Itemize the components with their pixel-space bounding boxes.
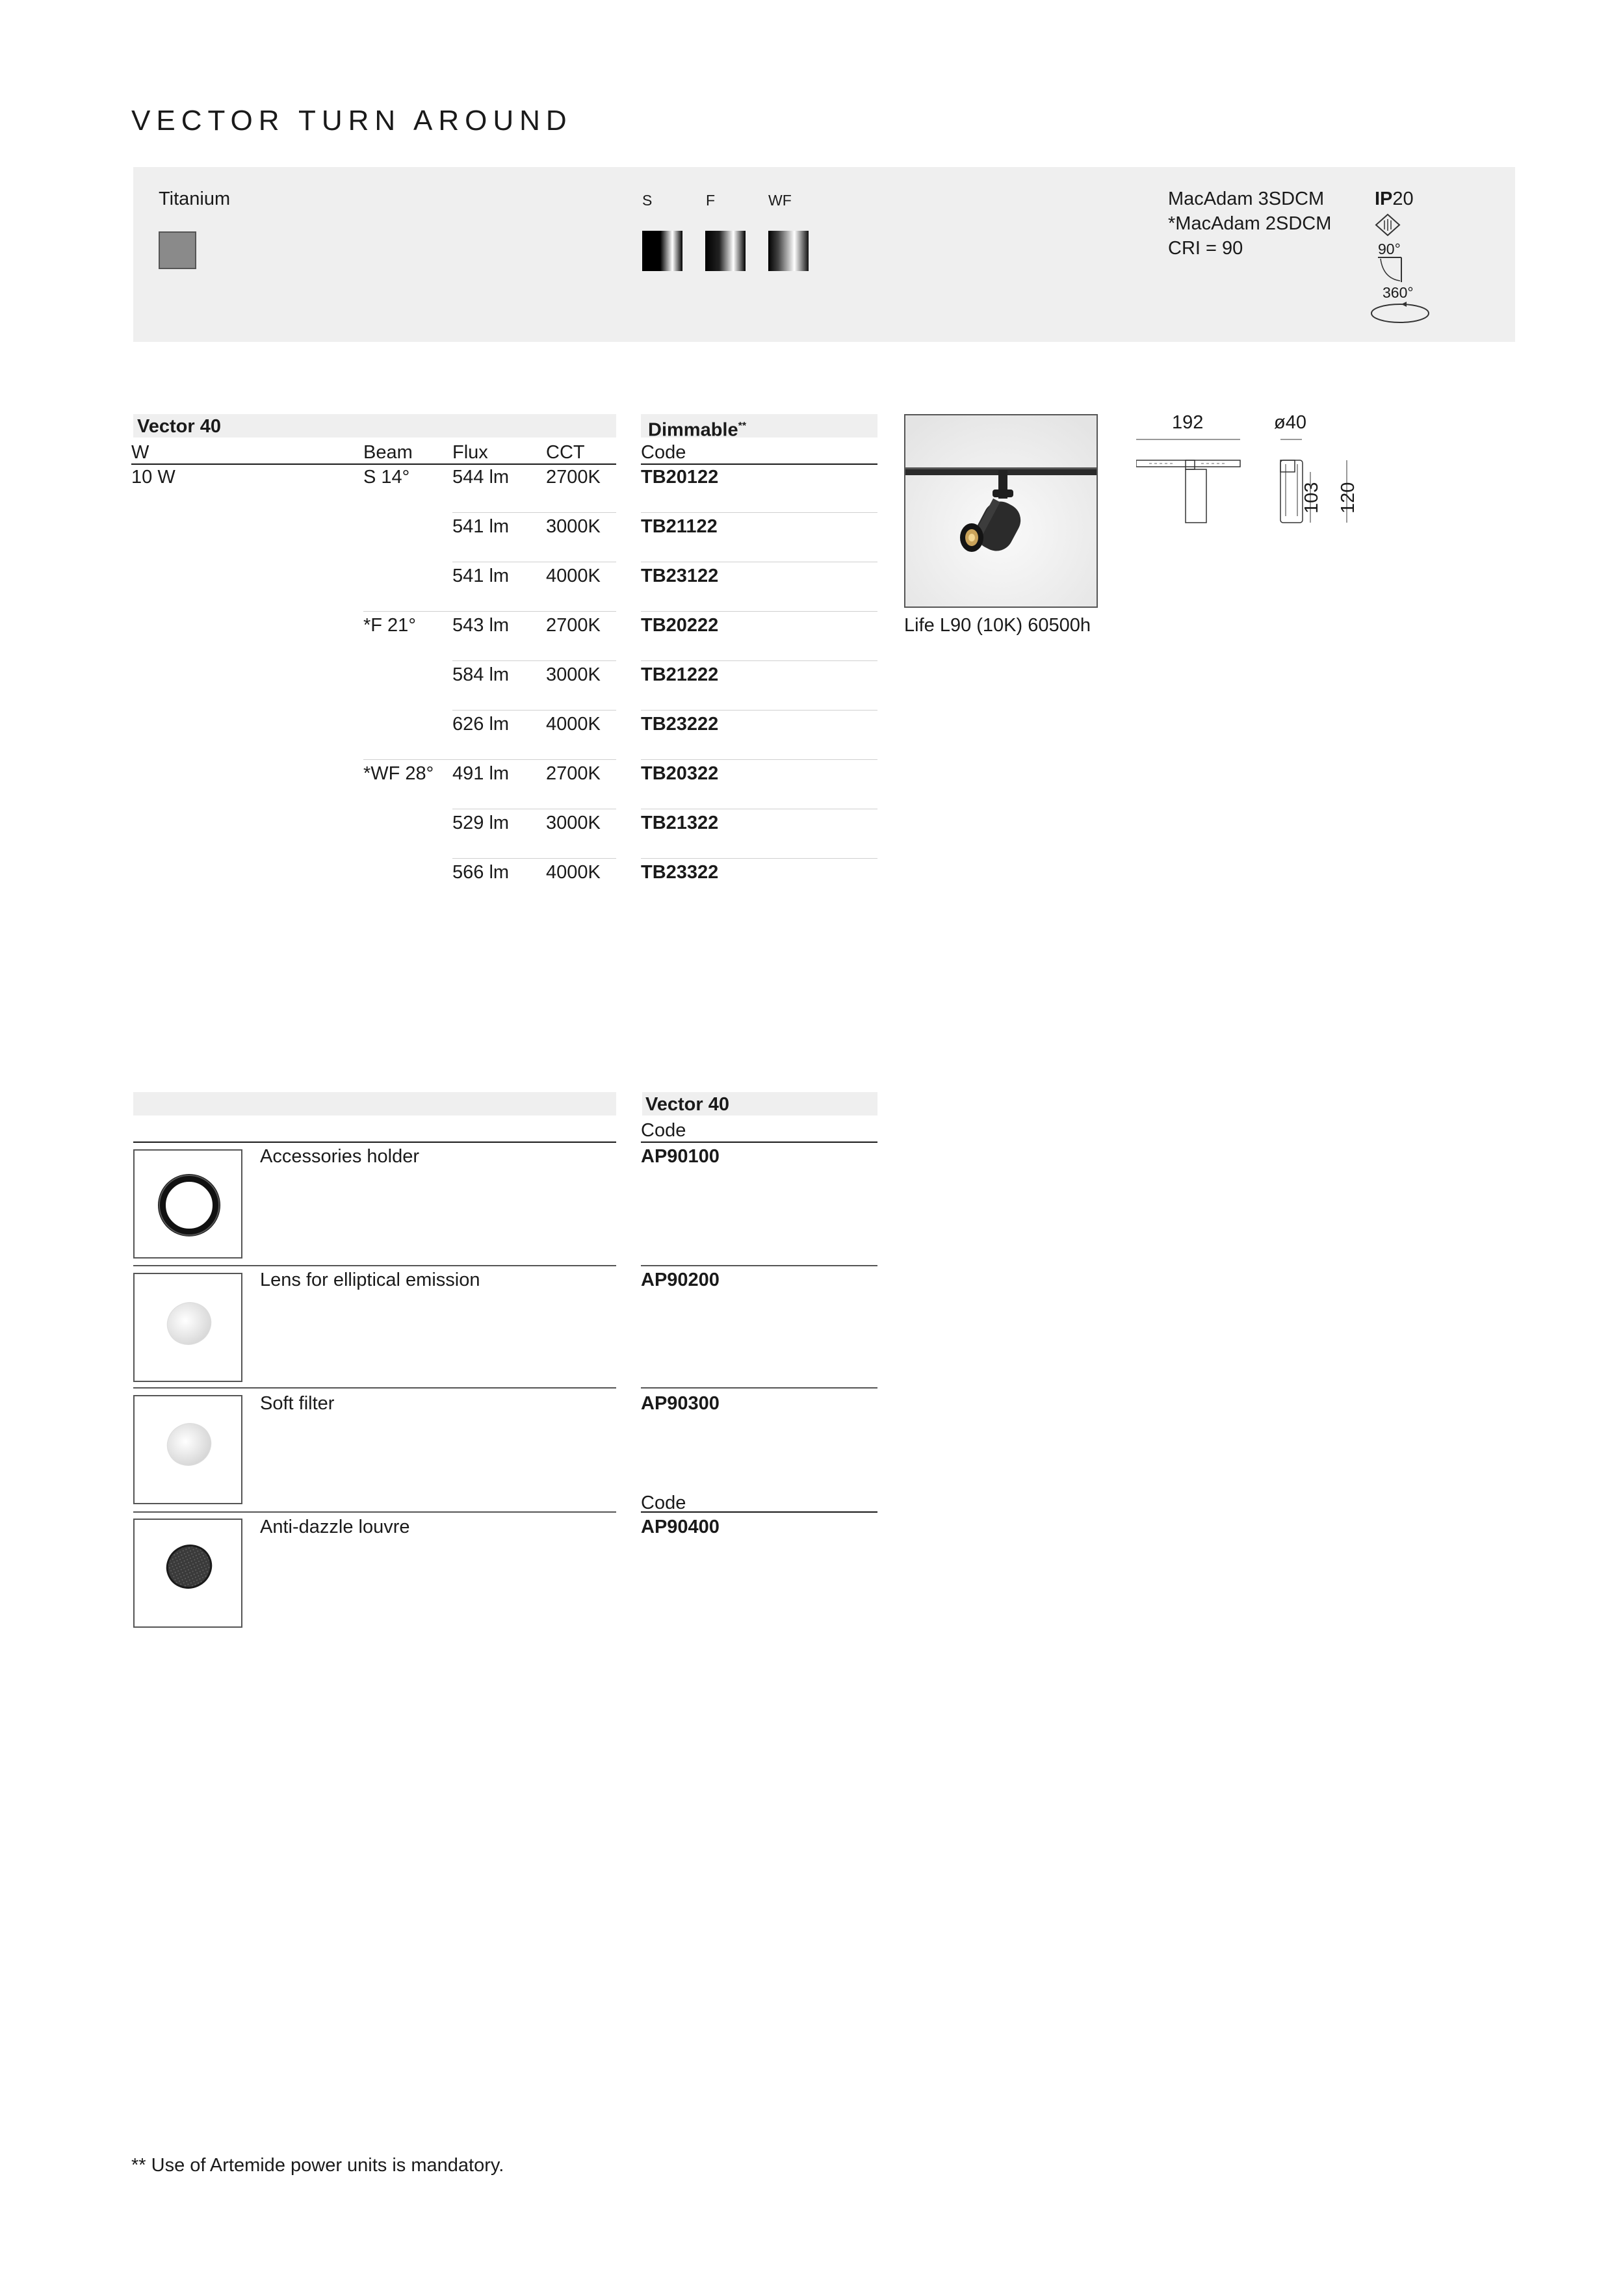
row-divider xyxy=(452,858,616,859)
product-photo xyxy=(904,414,1098,608)
row-code: TB21122 xyxy=(641,516,718,537)
accessory-code: AP90200 xyxy=(641,1270,720,1290)
row-cct: 4000K xyxy=(546,714,601,735)
accessories-rule xyxy=(133,1141,616,1143)
row-code: TB21322 xyxy=(641,813,719,833)
rotation-icon xyxy=(1369,299,1431,325)
dim-height-b: 120 xyxy=(1338,482,1358,514)
row-flux: 566 lm xyxy=(452,862,510,883)
dim-length: 192 xyxy=(1172,412,1204,433)
row-divider xyxy=(133,1511,616,1513)
table-group-label: Vector 40 xyxy=(137,416,221,437)
beam-label-wf: WF xyxy=(768,192,792,209)
accessories-code-rule xyxy=(641,1141,877,1143)
footnote: ** Use of Artemide power units is mandatory. xyxy=(131,2155,504,2176)
spec-cri: CRI = 90 xyxy=(1168,238,1243,259)
dim-height-a: 103 xyxy=(1301,482,1322,514)
row-divider xyxy=(363,759,616,760)
row-flux: 584 lm xyxy=(452,664,510,685)
accessories-holder-image xyxy=(133,1149,242,1259)
row-cct: 4000K xyxy=(546,862,601,883)
accessory-code: AP90400 xyxy=(641,1517,720,1537)
row-cct: 3000K xyxy=(546,516,601,537)
row-divider xyxy=(641,611,877,612)
row-divider xyxy=(452,512,616,513)
accessory-name: Anti-dazzle louvre xyxy=(260,1517,410,1537)
photo-caption: Life L90 (10K) 60500h xyxy=(904,615,1091,636)
row-divider xyxy=(641,759,877,760)
ip-rating: IP20 xyxy=(1375,189,1414,209)
beam-label-s: S xyxy=(642,192,653,209)
beam-label-f: F xyxy=(706,192,716,209)
row-divider xyxy=(641,1511,877,1513)
accessory-code: AP90100 xyxy=(641,1146,720,1167)
row-divider xyxy=(641,512,877,513)
row-code: TB23222 xyxy=(641,714,719,735)
row-flux: 541 lm xyxy=(452,516,510,537)
accessories-blank-bar xyxy=(133,1092,616,1115)
accessory-name: Accessories holder xyxy=(260,1146,419,1167)
dimmable-label: Dimmable** xyxy=(648,419,747,441)
row-divider xyxy=(452,710,616,711)
row-cct: 2700K xyxy=(546,763,601,784)
table-header-rule xyxy=(131,463,616,465)
row-flux: 626 lm xyxy=(452,714,510,735)
row-flux: 541 lm xyxy=(452,566,510,586)
row-code: TB23122 xyxy=(641,566,719,586)
row-cct: 2700K xyxy=(546,615,601,636)
page-title: VECTOR TURN AROUND xyxy=(131,105,573,137)
row-flux: 529 lm xyxy=(452,813,510,833)
code-header-rule xyxy=(641,463,877,465)
row-cct: 3000K xyxy=(546,813,601,833)
col-cct: CCT xyxy=(546,442,585,463)
accessories-code-header: Code xyxy=(641,1120,686,1141)
col-w: W xyxy=(131,442,149,463)
ip-symbol-icon xyxy=(1375,213,1401,237)
row-divider xyxy=(641,1265,877,1266)
soft-filter-image xyxy=(133,1395,242,1504)
spec-macadam-3: MacAdam 3SDCM xyxy=(1168,189,1325,209)
dimension-drawing xyxy=(1136,434,1370,532)
row-cct: 2700K xyxy=(546,467,601,488)
dim-diameter: ø40 xyxy=(1274,412,1306,433)
row-cct: 3000K xyxy=(546,664,601,685)
row-beam: *F 21° xyxy=(363,615,416,636)
row-flux: 491 lm xyxy=(452,763,510,784)
tilt-angle: 90° xyxy=(1378,241,1401,257)
row-code: TB23322 xyxy=(641,862,719,883)
row-w: 10 W xyxy=(131,467,175,488)
beam-wf-icon xyxy=(768,231,809,271)
row-divider xyxy=(452,660,616,661)
row-divider xyxy=(641,858,877,859)
row-divider xyxy=(641,660,877,661)
row-flux: 544 lm xyxy=(452,467,510,488)
row-code: TB20222 xyxy=(641,615,719,636)
col-flux: Flux xyxy=(452,442,488,463)
row-code: TB21222 xyxy=(641,664,719,685)
spec-macadam-2: *MacAdam 2SDCM xyxy=(1168,213,1332,234)
row-beam: *WF 28° xyxy=(363,763,434,784)
col-code: Code xyxy=(641,442,686,463)
accessories-group-label: Vector 40 xyxy=(645,1094,729,1115)
beam-s-icon xyxy=(642,231,682,271)
col-beam: Beam xyxy=(363,442,413,463)
accessory-code: AP90300 xyxy=(641,1393,720,1414)
finish-swatch xyxy=(159,231,196,269)
row-beam: S 14° xyxy=(363,467,410,488)
rotation-angle: 360° xyxy=(1383,284,1414,301)
row-divider xyxy=(133,1387,616,1389)
row-code: TB20322 xyxy=(641,763,719,784)
row-divider xyxy=(641,710,877,711)
row-divider xyxy=(133,1265,616,1266)
tilt-icon xyxy=(1377,256,1403,283)
accessories-code-header-repeat: Code xyxy=(641,1493,686,1513)
row-divider xyxy=(641,1387,877,1389)
accessory-name: Soft filter xyxy=(260,1393,335,1414)
row-cct: 4000K xyxy=(546,566,601,586)
louvre-image xyxy=(133,1519,242,1628)
finish-label: Titanium xyxy=(159,189,231,209)
row-divider xyxy=(363,611,616,612)
row-flux: 543 lm xyxy=(452,615,510,636)
elliptical-lens-image xyxy=(133,1273,242,1382)
beam-f-icon xyxy=(705,231,746,271)
row-code: TB20122 xyxy=(641,467,719,488)
accessory-name: Lens for elliptical emission xyxy=(260,1270,480,1290)
